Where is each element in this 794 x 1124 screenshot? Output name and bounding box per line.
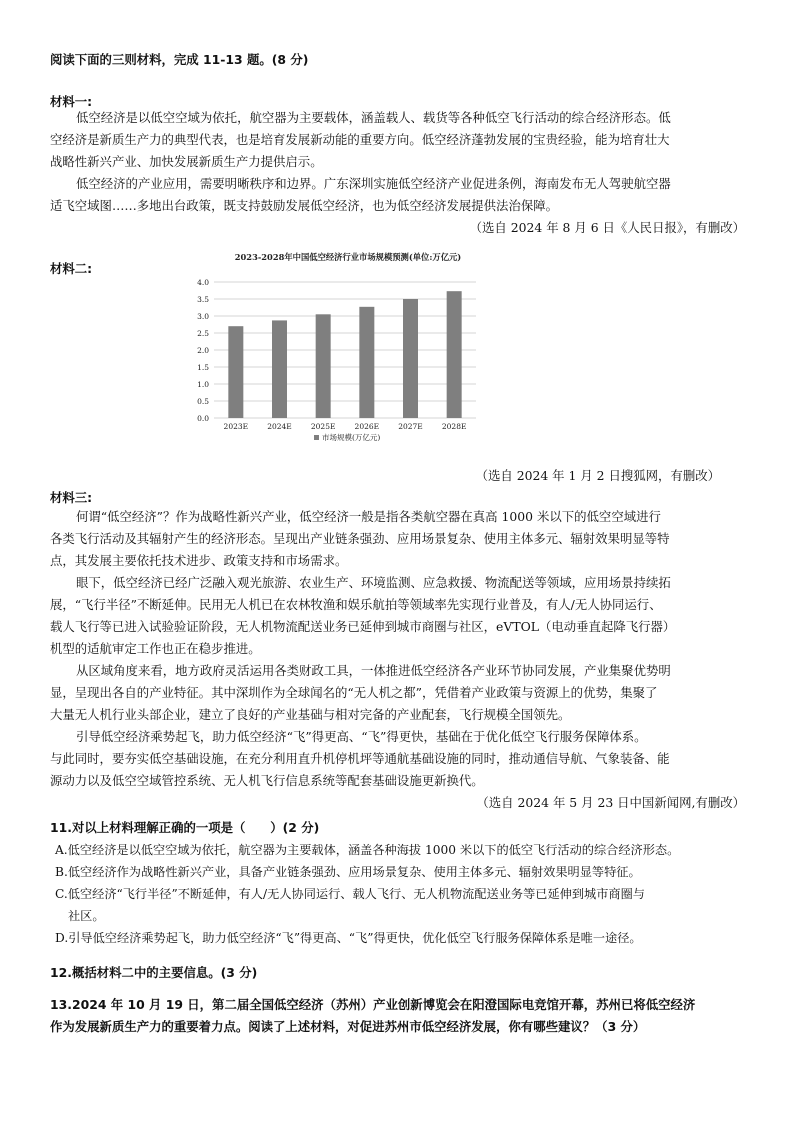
x-tick-label: 2023E [223,422,249,431]
material-three-line: 大量无人机行业头部企业，建立了良好的产业基础与相对完备的产业配套，飞行规模全国领先。 [50,707,571,722]
material-three-line: 源动力以及低空空域管控系统、无人机飞行信息系统等配套基础设施更新换代。 [50,773,484,788]
material-two-label: 材料二: [50,261,93,276]
material-three-line: 眼下，低空经济已经广泛融入观光旅游、农业生产、环境监测、应急救援、物流配送等领域，应用场景持续拓 [76,575,671,590]
x-tick-label: 2025E [310,422,336,431]
y-tick-label: 1.0 [197,380,209,389]
y-tick-label: 3.5 [197,295,209,304]
bar-2025E [316,314,331,418]
material-one-source: （选自 2024 年 8 月 6 日《人民日报》，有删改） [469,220,745,235]
question-11-option-c-cont: 社区。 [68,909,105,923]
y-axis-ticks [197,278,209,423]
material-three-label: 材料三: [50,490,93,505]
question-12: 12.概括材料二中的主要信息。(3 分) [50,965,258,980]
x-axis-ticks [224,422,467,431]
material-one-line: 空经济是新质生产力的典型代表，也是培育发展新动能的重要方向。低空经济蓬勃发展的宝贵经验，能为培育壮大 [50,132,670,147]
market-size-bar-chart [178,248,518,450]
material-three-line: 点，其发展主要依托技术进步、政策支持和市场需求。 [50,553,348,568]
material-three-line: 从区域角度来看，地方政府灵活运用各类财政工具，一体推进低空经济各产业环节协同发展，产业集聚优势明 [76,663,671,678]
material-one-line: 低空经济是以低空空域为依托，航空器为主要载体，涵盖载人、载货等各种低空飞行活动的综合经济形态。低 [76,110,671,125]
bar-2026E [359,307,374,418]
y-tick-label: 4.0 [197,278,209,287]
material-three-line: 何谓“低空经济”？作为战略性新兴产业，低空经济一般是指各类航空器在真高 1000 米以下的低空空域进行 [76,509,661,524]
x-tick-label: 2027E [398,422,423,431]
legend-label: 市场规模(万亿元) [322,433,381,442]
x-tick-label: 2026E [354,422,380,431]
material-one-label: 材料一: [50,94,93,109]
material-one-line: 低空经济的产业应用，需要明晰秩序和边界。广东深圳实施低空经济产业促进条例，海南发布无人驾驶航空器 [76,176,671,191]
chart-title: 2023-2028年中国低空经济行业市场规模预测(单位:万亿元) [234,252,462,262]
bar-2028E [447,291,462,418]
bar-2023E [228,326,243,418]
y-tick-label: 2.5 [197,329,209,338]
reading-instruction: 阅读下面的三则材料，完成 11-13 题。(8 分) [50,52,309,67]
x-tick-label: 2028E [441,422,467,431]
question-11-option-d: D.引导低空经济乘势起飞，助力低空经济“飞”得更高、“飞”得更快，优化低空飞行服务保障体系是唯一途径。 [55,931,642,945]
y-tick-label: 0.5 [197,397,209,406]
y-tick-label: 0.0 [197,414,209,423]
y-tick-label: 3.0 [197,312,209,321]
question-11-option-b: B.低空经济作为战略性新兴产业，具备产业链条强劲、应用场景复杂、使用主体多元、辐射效果明显等特征。 [55,865,641,879]
question-11-option-a: A.低空经济是以低空空域为依托，航空器为主要载体，涵盖各种海拔 1000 米以下的低空飞行活动的综合经济形态。 [55,843,680,857]
material-three-line: 与此同时，要夯实低空基础设施，在充分利用直升机停机坪等通航基础设施的同时，推动通信导航、气象装备、能 [50,751,670,766]
material-three-line: 各类飞行活动及其辐射产生的经济形态。呈现出产业链条强劲、应用场景复杂、使用主体多元、辐射效果明显等特 [50,531,670,546]
material-three-line: 展，“飞行半径”不断延伸。民用无人机已在农林牧渔和娱乐航拍等领域率先实现行业普及，有人/无人协同运行、 [50,597,662,612]
legend-swatch [314,435,319,440]
y-tick-label: 1.5 [197,363,209,372]
material-one-line: 战略性新兴产业、加快发展新质生产力提供启示。 [50,154,323,169]
bar-2027E [403,299,418,418]
question-11-stem: 11.对以上材料理解正确的一项是（ ）(2 分) [50,820,320,835]
material-three-line: 显，呈现出各自的产业特征。其中深圳作为全球闻名的“无人机之都”，凭借着产业政策与资源上的优势，集聚了 [50,685,658,700]
question-13-line: 13.2024 年 10 月 19 日，第二届全国低空经济（苏州）产业创新博览会在阳澄国际电竞馆开幕，苏州已将低空经济 [50,997,696,1012]
chart-gridlines [214,282,476,418]
material-three-line: 载人飞行等已进入试验验证阶段，无人机物流配送业务已延伸到城市商圈与社区，eVTOL（电动垂直起降飞行器） [50,619,676,634]
material-three-line: 机型的适航审定工作也正在稳步推进。 [50,641,261,656]
material-three-source: （选自 2024 年 5 月 23 日中国新闻网,有删改） [476,795,745,810]
material-one-line: 适飞空域图……多地出台政策，既支持鼓励发展低空经济，也为低空经济发展提供法治保障。 [50,198,559,213]
bar-2024E [272,320,287,418]
x-tick-label: 2024E [267,422,292,431]
chart-bars [228,291,461,418]
material-two-source: （选自 2024 年 1 月 2 日搜狐网，有删改） [475,468,720,483]
y-tick-label: 2.0 [197,346,209,355]
question-11-option-c: C.低空经济“飞行半径”不断延伸，有人/无人协同运行、载人飞行、无人机物流配送业务等已延伸到城市商圈与 [55,887,645,901]
material-three-line: 引导低空经济乘势起飞，助力低空经济“飞”得更高、“飞”得更快，基础在于优化低空飞行服务保障体系。 [76,729,647,744]
question-13-line: 作为发展新质生产力的重要着力点。阅读了上述材料，对促进苏州市低空经济发展，你有哪些建议？（3 分） [50,1019,646,1034]
